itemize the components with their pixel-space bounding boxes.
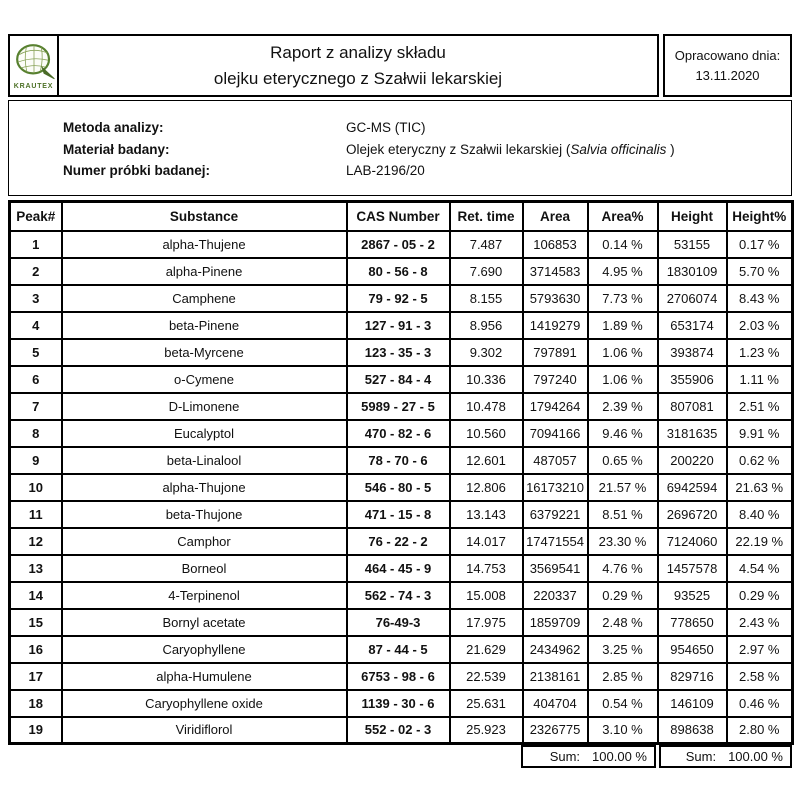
table-row — [10, 609, 793, 636]
cell-cas-number: 464 - 45 - 9 — [347, 555, 450, 582]
cell-ret-time: 12.601 — [450, 447, 523, 474]
method-label: Metoda analizy: — [63, 120, 164, 135]
table-row — [10, 366, 793, 393]
krautex-logo-icon — [12, 42, 56, 82]
cell-height: 7124060 — [658, 528, 727, 555]
cell-cas-number: 76-49-3 — [347, 609, 450, 636]
cell-height-: 2.03 % — [727, 312, 793, 339]
cell-area-: 3.25 % — [588, 636, 658, 663]
cell-cas-number: 78 - 70 - 6 — [347, 447, 450, 474]
cell-area: 1419279 — [523, 312, 588, 339]
table-row — [10, 339, 793, 366]
column-header-height-: Height% — [727, 202, 793, 231]
table-row — [10, 231, 793, 258]
cell-cas-number: 552 - 02 - 3 — [347, 717, 450, 744]
table-row — [10, 393, 793, 420]
cell-peak-: 15 — [10, 609, 62, 636]
date-label: Opracowano dnia: — [674, 47, 781, 63]
cell-substance: alpha-Humulene — [62, 663, 347, 690]
report-title-line1: Raport z analizy składu — [270, 42, 446, 62]
cell-area-: 1.06 % — [588, 366, 658, 393]
cell-ret-time: 25.631 — [450, 690, 523, 717]
cell-area: 1859709 — [523, 609, 588, 636]
cell-height-: 22.19 % — [727, 528, 793, 555]
cell-height: 807081 — [658, 393, 727, 420]
cell-height-: 5.70 % — [727, 258, 793, 285]
cell-peak-: 19 — [10, 717, 62, 744]
table-row — [10, 636, 793, 663]
cell-substance: Caryophyllene oxide — [62, 690, 347, 717]
cell-height-: 2.58 % — [727, 663, 793, 690]
cell-ret-time: 7.690 — [450, 258, 523, 285]
cell-ret-time: 15.008 — [450, 582, 523, 609]
cell-area: 2138161 — [523, 663, 588, 690]
cell-height-: 0.29 % — [727, 582, 793, 609]
cell-cas-number: 562 - 74 - 3 — [347, 582, 450, 609]
cell-area-: 4.95 % — [588, 258, 658, 285]
cell-ret-time: 8.155 — [450, 285, 523, 312]
column-header-height: Height — [658, 202, 727, 231]
cell-area: 7094166 — [523, 420, 588, 447]
cell-height-: 0.17 % — [727, 231, 793, 258]
cell-height-: 2.97 % — [727, 636, 793, 663]
cell-substance: beta-Myrcene — [62, 339, 347, 366]
cell-substance: Viridiflorol — [62, 717, 347, 744]
table-row — [10, 501, 793, 528]
cell-peak-: 11 — [10, 501, 62, 528]
cell-peak-: 13 — [10, 555, 62, 582]
cell-area: 3569541 — [523, 555, 588, 582]
area-sum-label: Sum: — [549, 749, 581, 764]
cell-height: 393874 — [658, 339, 727, 366]
report-header — [8, 34, 792, 97]
cell-cas-number: 2867 - 05 - 2 — [347, 231, 450, 258]
cell-cas-number: 546 - 80 - 5 — [347, 474, 450, 501]
cell-height-: 21.63 % — [727, 474, 793, 501]
cell-peak-: 1 — [10, 231, 62, 258]
cell-substance: 4-Terpinenol — [62, 582, 347, 609]
cell-peak-: 14 — [10, 582, 62, 609]
cell-height: 53155 — [658, 231, 727, 258]
height-sum-box — [659, 745, 792, 768]
cell-height: 898638 — [658, 717, 727, 744]
cell-ret-time: 10.336 — [450, 366, 523, 393]
cell-height-: 2.80 % — [727, 717, 793, 744]
cell-area-: 21.57 % — [588, 474, 658, 501]
cell-substance: beta-Thujone — [62, 501, 347, 528]
sample-label: Numer próbki badanej: — [63, 163, 211, 178]
cell-area-: 1.06 % — [588, 339, 658, 366]
cell-cas-number: 127 - 91 - 3 — [347, 312, 450, 339]
method-value: GC-MS (TIC) — [346, 120, 426, 135]
cell-area: 797240 — [523, 366, 588, 393]
cell-substance: Caryophyllene — [62, 636, 347, 663]
cell-height: 146109 — [658, 690, 727, 717]
cell-area-: 3.10 % — [588, 717, 658, 744]
cell-area: 3714583 — [523, 258, 588, 285]
cell-substance: Camphene — [62, 285, 347, 312]
cell-ret-time: 9.302 — [450, 339, 523, 366]
cell-height: 93525 — [658, 582, 727, 609]
cell-substance: D-Limonene — [62, 393, 347, 420]
report-title-line2: olejku eterycznego z Szałwii lekarskiej — [213, 68, 503, 88]
table-row — [10, 312, 793, 339]
results-table — [8, 200, 794, 745]
column-header-substance: Substance — [62, 202, 347, 231]
cell-peak-: 12 — [10, 528, 62, 555]
cell-height: 355906 — [658, 366, 727, 393]
cell-cas-number: 1139 - 30 - 6 — [347, 690, 450, 717]
cell-height-: 8.40 % — [727, 501, 793, 528]
logo-wordmark: KRAUTEX — [13, 82, 54, 90]
cell-ret-time: 14.017 — [450, 528, 523, 555]
cell-ret-time: 17.975 — [450, 609, 523, 636]
cell-height: 2706074 — [658, 285, 727, 312]
metadata-section — [8, 100, 792, 196]
area-sum-value: 100.00 % — [592, 749, 647, 764]
cell-area: 17471554 — [523, 528, 588, 555]
table-row — [10, 582, 793, 609]
cell-peak-: 9 — [10, 447, 62, 474]
cell-height-: 1.11 % — [727, 366, 793, 393]
cell-area-: 0.65 % — [588, 447, 658, 474]
cell-area: 797891 — [523, 339, 588, 366]
table-row — [10, 663, 793, 690]
cell-cas-number: 527 - 84 - 4 — [347, 366, 450, 393]
table-row — [10, 420, 793, 447]
species-name: Salvia officinalis — [570, 141, 667, 157]
cell-area-: 0.54 % — [588, 690, 658, 717]
cell-cas-number: 80 - 56 - 8 — [347, 258, 450, 285]
cell-height: 829716 — [658, 663, 727, 690]
area-sum-box — [521, 745, 656, 768]
cell-area-: 2.48 % — [588, 609, 658, 636]
material-value: Olejek eteryczny z Szałwii lekarskiej (Salvia officinalis ) — [346, 141, 675, 157]
column-header-ret-time: Ret. time — [450, 202, 523, 231]
table-row — [10, 474, 793, 501]
cell-substance: alpha-Thujene — [62, 231, 347, 258]
column-header-cas-number: CAS Number — [347, 202, 450, 231]
material-label: Materiał badany: — [63, 141, 170, 157]
cell-cas-number: 76 - 22 - 2 — [347, 528, 450, 555]
cell-cas-number: 79 - 92 - 5 — [347, 285, 450, 312]
cell-height: 2696720 — [658, 501, 727, 528]
table-row — [10, 285, 793, 312]
cell-height: 1830109 — [658, 258, 727, 285]
cell-ret-time: 14.753 — [450, 555, 523, 582]
cell-area-: 8.51 % — [588, 501, 658, 528]
table-row — [10, 258, 793, 285]
cell-ret-time: 10.560 — [450, 420, 523, 447]
cell-height: 1457578 — [658, 555, 727, 582]
cell-ret-time: 7.487 — [450, 231, 523, 258]
metadata-row-method — [63, 117, 781, 139]
cell-peak-: 3 — [10, 285, 62, 312]
cell-area-: 0.29 % — [588, 582, 658, 609]
cell-height-: 4.54 % — [727, 555, 793, 582]
cell-peak-: 6 — [10, 366, 62, 393]
table-row — [10, 555, 793, 582]
cell-height: 3181635 — [658, 420, 727, 447]
cell-substance: Bornyl acetate — [62, 609, 347, 636]
cell-cas-number: 5989 - 27 - 5 — [347, 393, 450, 420]
metadata-row-sample — [63, 160, 781, 182]
cell-area-: 23.30 % — [588, 528, 658, 555]
cell-area-: 2.85 % — [588, 663, 658, 690]
table-row — [10, 690, 793, 717]
cell-height-: 2.51 % — [727, 393, 793, 420]
cell-peak-: 4 — [10, 312, 62, 339]
cell-area-: 9.46 % — [588, 420, 658, 447]
height-sum-value: 100.00 % — [728, 749, 783, 764]
cell-area-: 0.14 % — [588, 231, 658, 258]
cell-peak-: 16 — [10, 636, 62, 663]
cell-height-: 0.62 % — [727, 447, 793, 474]
cell-ret-time: 10.478 — [450, 393, 523, 420]
cell-peak-: 18 — [10, 690, 62, 717]
cell-height: 778650 — [658, 609, 727, 636]
cell-cas-number: 470 - 82 - 6 — [347, 420, 450, 447]
cell-cas-number: 6753 - 98 - 6 — [347, 663, 450, 690]
cell-area: 220337 — [523, 582, 588, 609]
table-row — [10, 447, 793, 474]
cell-height: 653174 — [658, 312, 727, 339]
cell-area: 2434962 — [523, 636, 588, 663]
cell-substance: Eucalyptol — [62, 420, 347, 447]
cell-area-: 2.39 % — [588, 393, 658, 420]
cell-height-: 9.91 % — [727, 420, 793, 447]
cell-peak-: 7 — [10, 393, 62, 420]
table-header-row — [10, 202, 793, 231]
column-header-area-: Area% — [588, 202, 658, 231]
cell-area: 1794264 — [523, 393, 588, 420]
cell-substance: o-Cymene — [62, 366, 347, 393]
cell-substance: beta-Linalool — [62, 447, 347, 474]
cell-ret-time: 22.539 — [450, 663, 523, 690]
table-row — [10, 717, 793, 744]
cell-cas-number: 123 - 35 - 3 — [347, 339, 450, 366]
cell-peak-: 5 — [10, 339, 62, 366]
cell-cas-number: 87 - 44 - 5 — [347, 636, 450, 663]
column-header-peak-: Peak# — [10, 202, 62, 231]
cell-ret-time: 21.629 — [450, 636, 523, 663]
date-value: 13.11.2020 — [695, 67, 760, 83]
cell-substance: beta-Pinene — [62, 312, 347, 339]
cell-peak-: 8 — [10, 420, 62, 447]
cell-substance: alpha-Thujone — [62, 474, 347, 501]
column-header-area: Area — [523, 202, 588, 231]
metadata-row-material — [63, 139, 781, 161]
cell-area: 5793630 — [523, 285, 588, 312]
cell-substance: alpha-Pinene — [62, 258, 347, 285]
height-sum-label: Sum: — [685, 749, 717, 764]
cell-height-: 2.43 % — [727, 609, 793, 636]
cell-substance: Camphor — [62, 528, 347, 555]
sum-row — [521, 745, 792, 768]
cell-height-: 1.23 % — [727, 339, 793, 366]
date-box — [663, 34, 792, 97]
sample-value: LAB-2196/20 — [346, 163, 425, 178]
logo — [8, 34, 59, 97]
cell-area-: 7.73 % — [588, 285, 658, 312]
cell-ret-time: 13.143 — [450, 501, 523, 528]
cell-substance: Borneol — [62, 555, 347, 582]
cell-area: 404704 — [523, 690, 588, 717]
cell-area-: 1.89 % — [588, 312, 658, 339]
cell-area-: 4.76 % — [588, 555, 658, 582]
table-row — [10, 528, 793, 555]
cell-ret-time: 8.956 — [450, 312, 523, 339]
cell-height: 6942594 — [658, 474, 727, 501]
cell-height-: 8.43 % — [727, 285, 793, 312]
cell-area: 16173210 — [523, 474, 588, 501]
cell-area: 2326775 — [523, 717, 588, 744]
cell-area: 6379221 — [523, 501, 588, 528]
cell-ret-time: 12.806 — [450, 474, 523, 501]
cell-peak-: 10 — [10, 474, 62, 501]
cell-height: 200220 — [658, 447, 727, 474]
cell-area: 487057 — [523, 447, 588, 474]
cell-ret-time: 25.923 — [450, 717, 523, 744]
cell-height: 954650 — [658, 636, 727, 663]
cell-height-: 0.46 % — [727, 690, 793, 717]
cell-peak-: 2 — [10, 258, 62, 285]
cell-peak-: 17 — [10, 663, 62, 690]
report-title — [59, 34, 659, 97]
cell-area: 106853 — [523, 231, 588, 258]
cell-cas-number: 471 - 15 - 8 — [347, 501, 450, 528]
